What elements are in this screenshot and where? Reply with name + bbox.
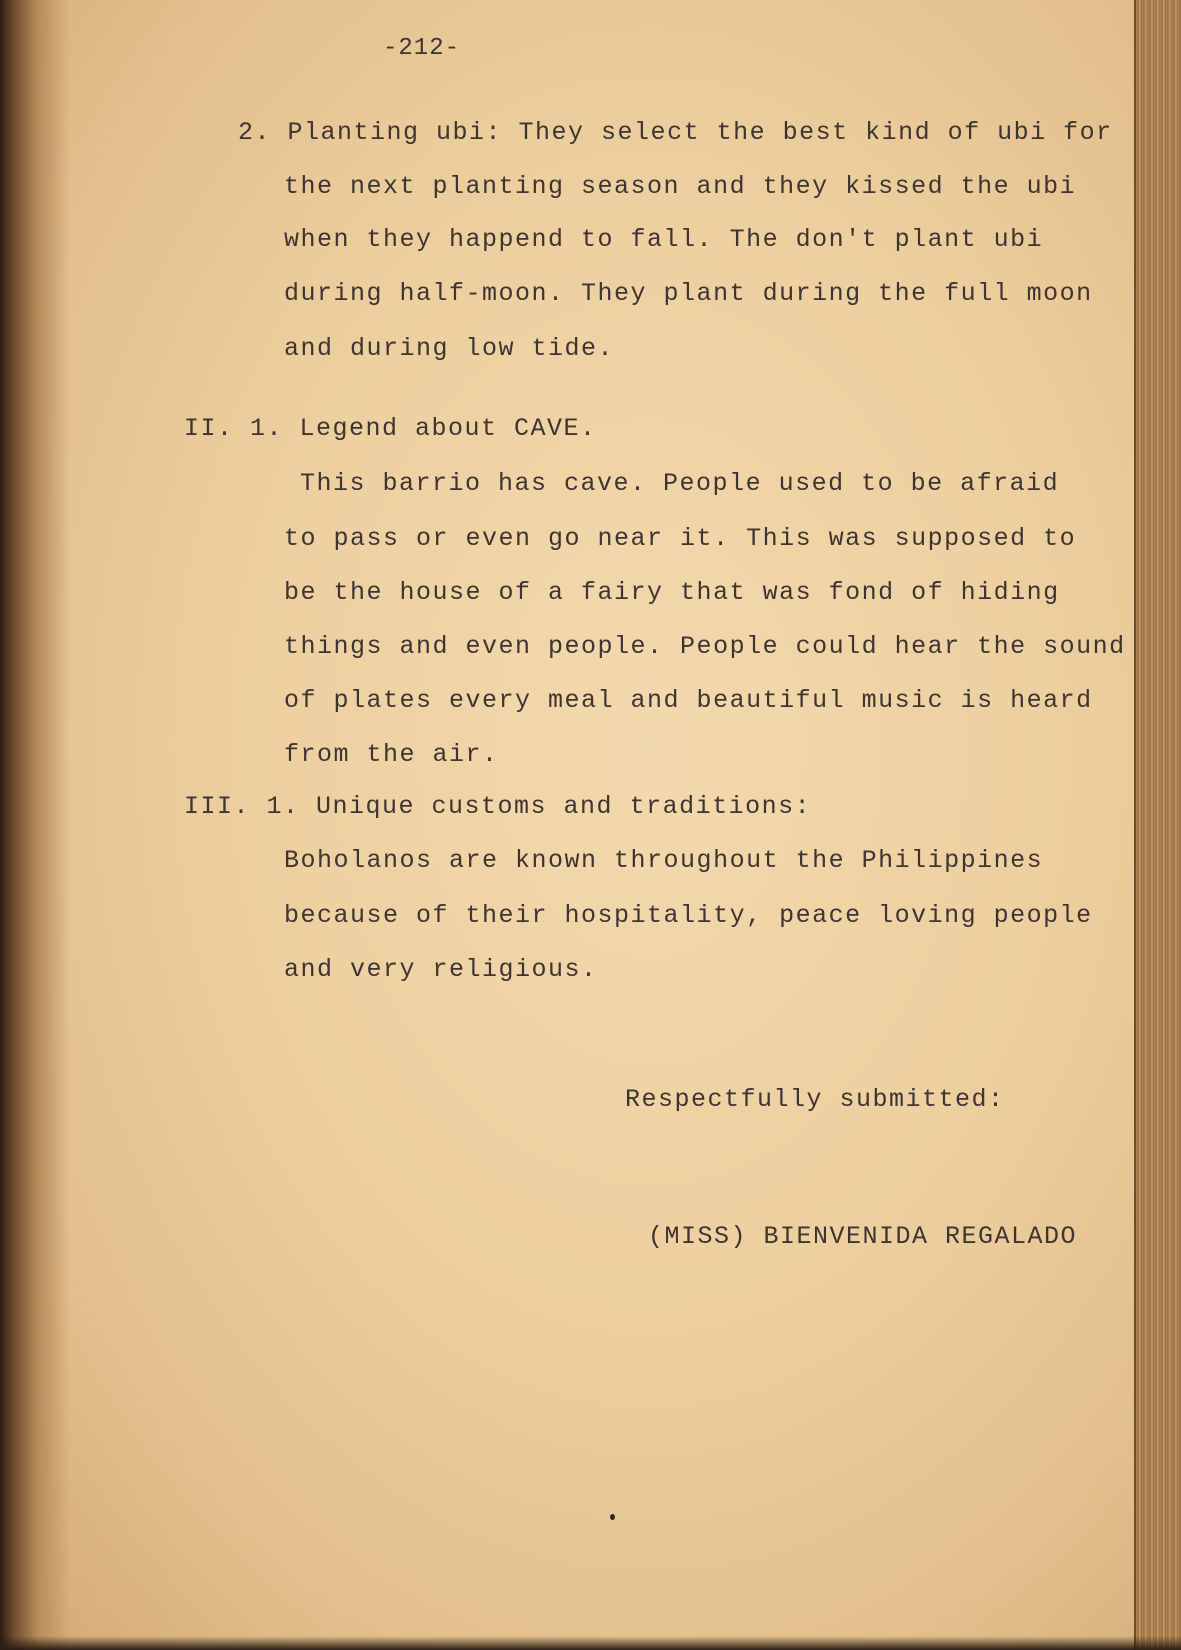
text-line: from the air. (284, 740, 499, 769)
text-line: and during low tide. (284, 334, 615, 363)
page-number: -212- (383, 35, 461, 62)
text-line: and very religious. (284, 955, 598, 984)
ink-speck (610, 1514, 615, 1520)
section-heading: III. 1. Unique customs and traditions: (184, 792, 812, 821)
page-stack-edge (1134, 0, 1181, 1650)
signature-name: (MISS) BIENVENIDA REGALADO (648, 1222, 1078, 1251)
text-line: the next planting season and they kissed the ubi (284, 172, 1077, 201)
text-line: be the house of a fairy that was fond of hiding (284, 578, 1060, 607)
closing-text: Respectfully submitted: (625, 1085, 1005, 1114)
text-line: Boholanos are known throughout the Philippines (284, 846, 1044, 875)
text-line: things and even people. People could hear the sound (284, 632, 1126, 661)
text-line: of plates every meal and beautiful music is heard (284, 686, 1093, 715)
text-line: when they happend to fall. The don't plant ubi (284, 225, 1044, 254)
text-line: during half-moon. They plant during the full moon (284, 279, 1093, 308)
text-line: because of their hospitality, peace loving people (284, 901, 1093, 930)
text-line: 2. Planting ubi: They select the best kind of ubi for (238, 118, 1113, 147)
text-line: This barrio has cave. People used to be afraid (300, 469, 1060, 498)
text-line: to pass or even go near it. This was supposed to (284, 524, 1077, 553)
section-heading: II. 1. Legend about CAVE. (184, 414, 597, 443)
